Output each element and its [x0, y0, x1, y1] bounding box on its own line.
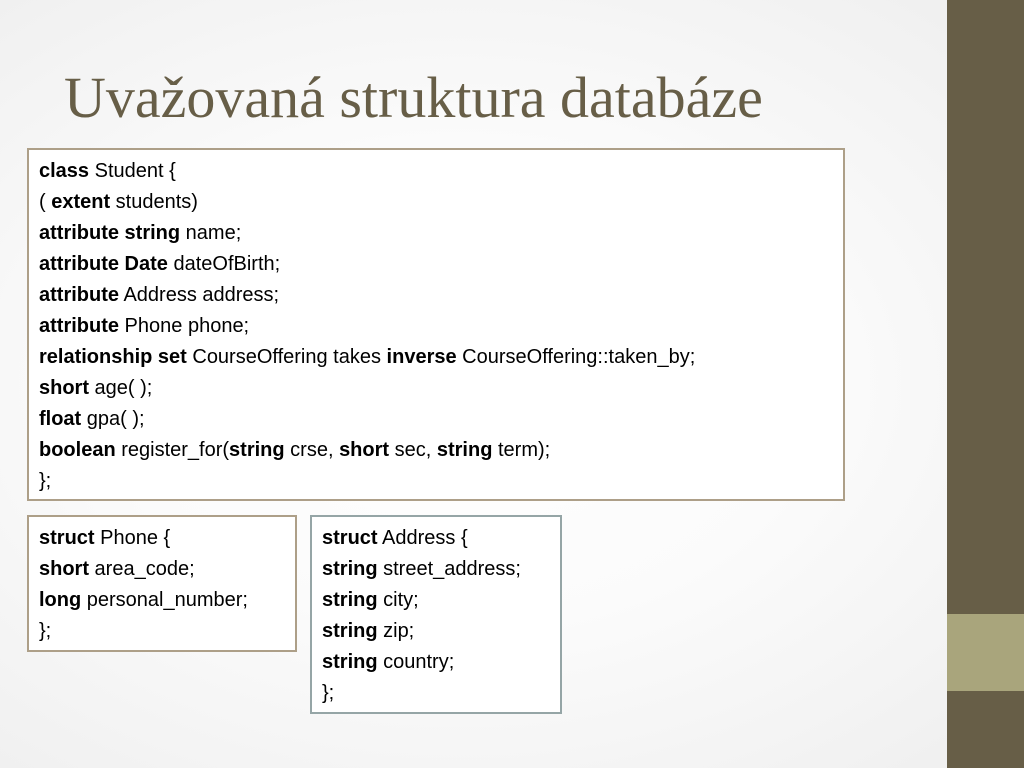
- code-line: long personal_number;: [39, 589, 248, 611]
- code-line: attribute Address address;: [39, 284, 280, 306]
- code-line: relationship set CourseOffering takes inverse CourseOffering::taken_by;: [39, 346, 696, 368]
- code-line: };: [39, 620, 52, 642]
- code-line: attribute Date dateOfBirth;: [39, 253, 281, 275]
- code-line: string zip;: [322, 620, 415, 642]
- code-line: short area_code;: [39, 558, 195, 580]
- student-class-box: [27, 148, 845, 501]
- address-struct-box: [310, 515, 562, 714]
- code-line: struct Phone {: [39, 527, 171, 549]
- phone-struct-box: [27, 515, 297, 652]
- code-line: class Student {: [39, 160, 176, 182]
- code-line: short age( );: [39, 377, 153, 399]
- code-line: ( extent students): [39, 191, 198, 213]
- code-line: string street_address;: [322, 558, 521, 580]
- code-line: struct Address {: [322, 527, 468, 549]
- code-line: attribute string name;: [39, 222, 242, 244]
- code-line: string city;: [322, 589, 419, 611]
- slide-title: Uvažovaná struktura databáze: [64, 65, 763, 130]
- sidebar-accent-block: [947, 614, 1024, 691]
- code-line: };: [39, 470, 52, 492]
- code-line: string country;: [322, 651, 455, 673]
- code-line: boolean register_for(string crse, short sec, string term);: [39, 439, 551, 461]
- code-line: attribute Phone phone;: [39, 315, 250, 337]
- code-line: };: [322, 682, 335, 704]
- code-line: float gpa( );: [39, 408, 145, 430]
